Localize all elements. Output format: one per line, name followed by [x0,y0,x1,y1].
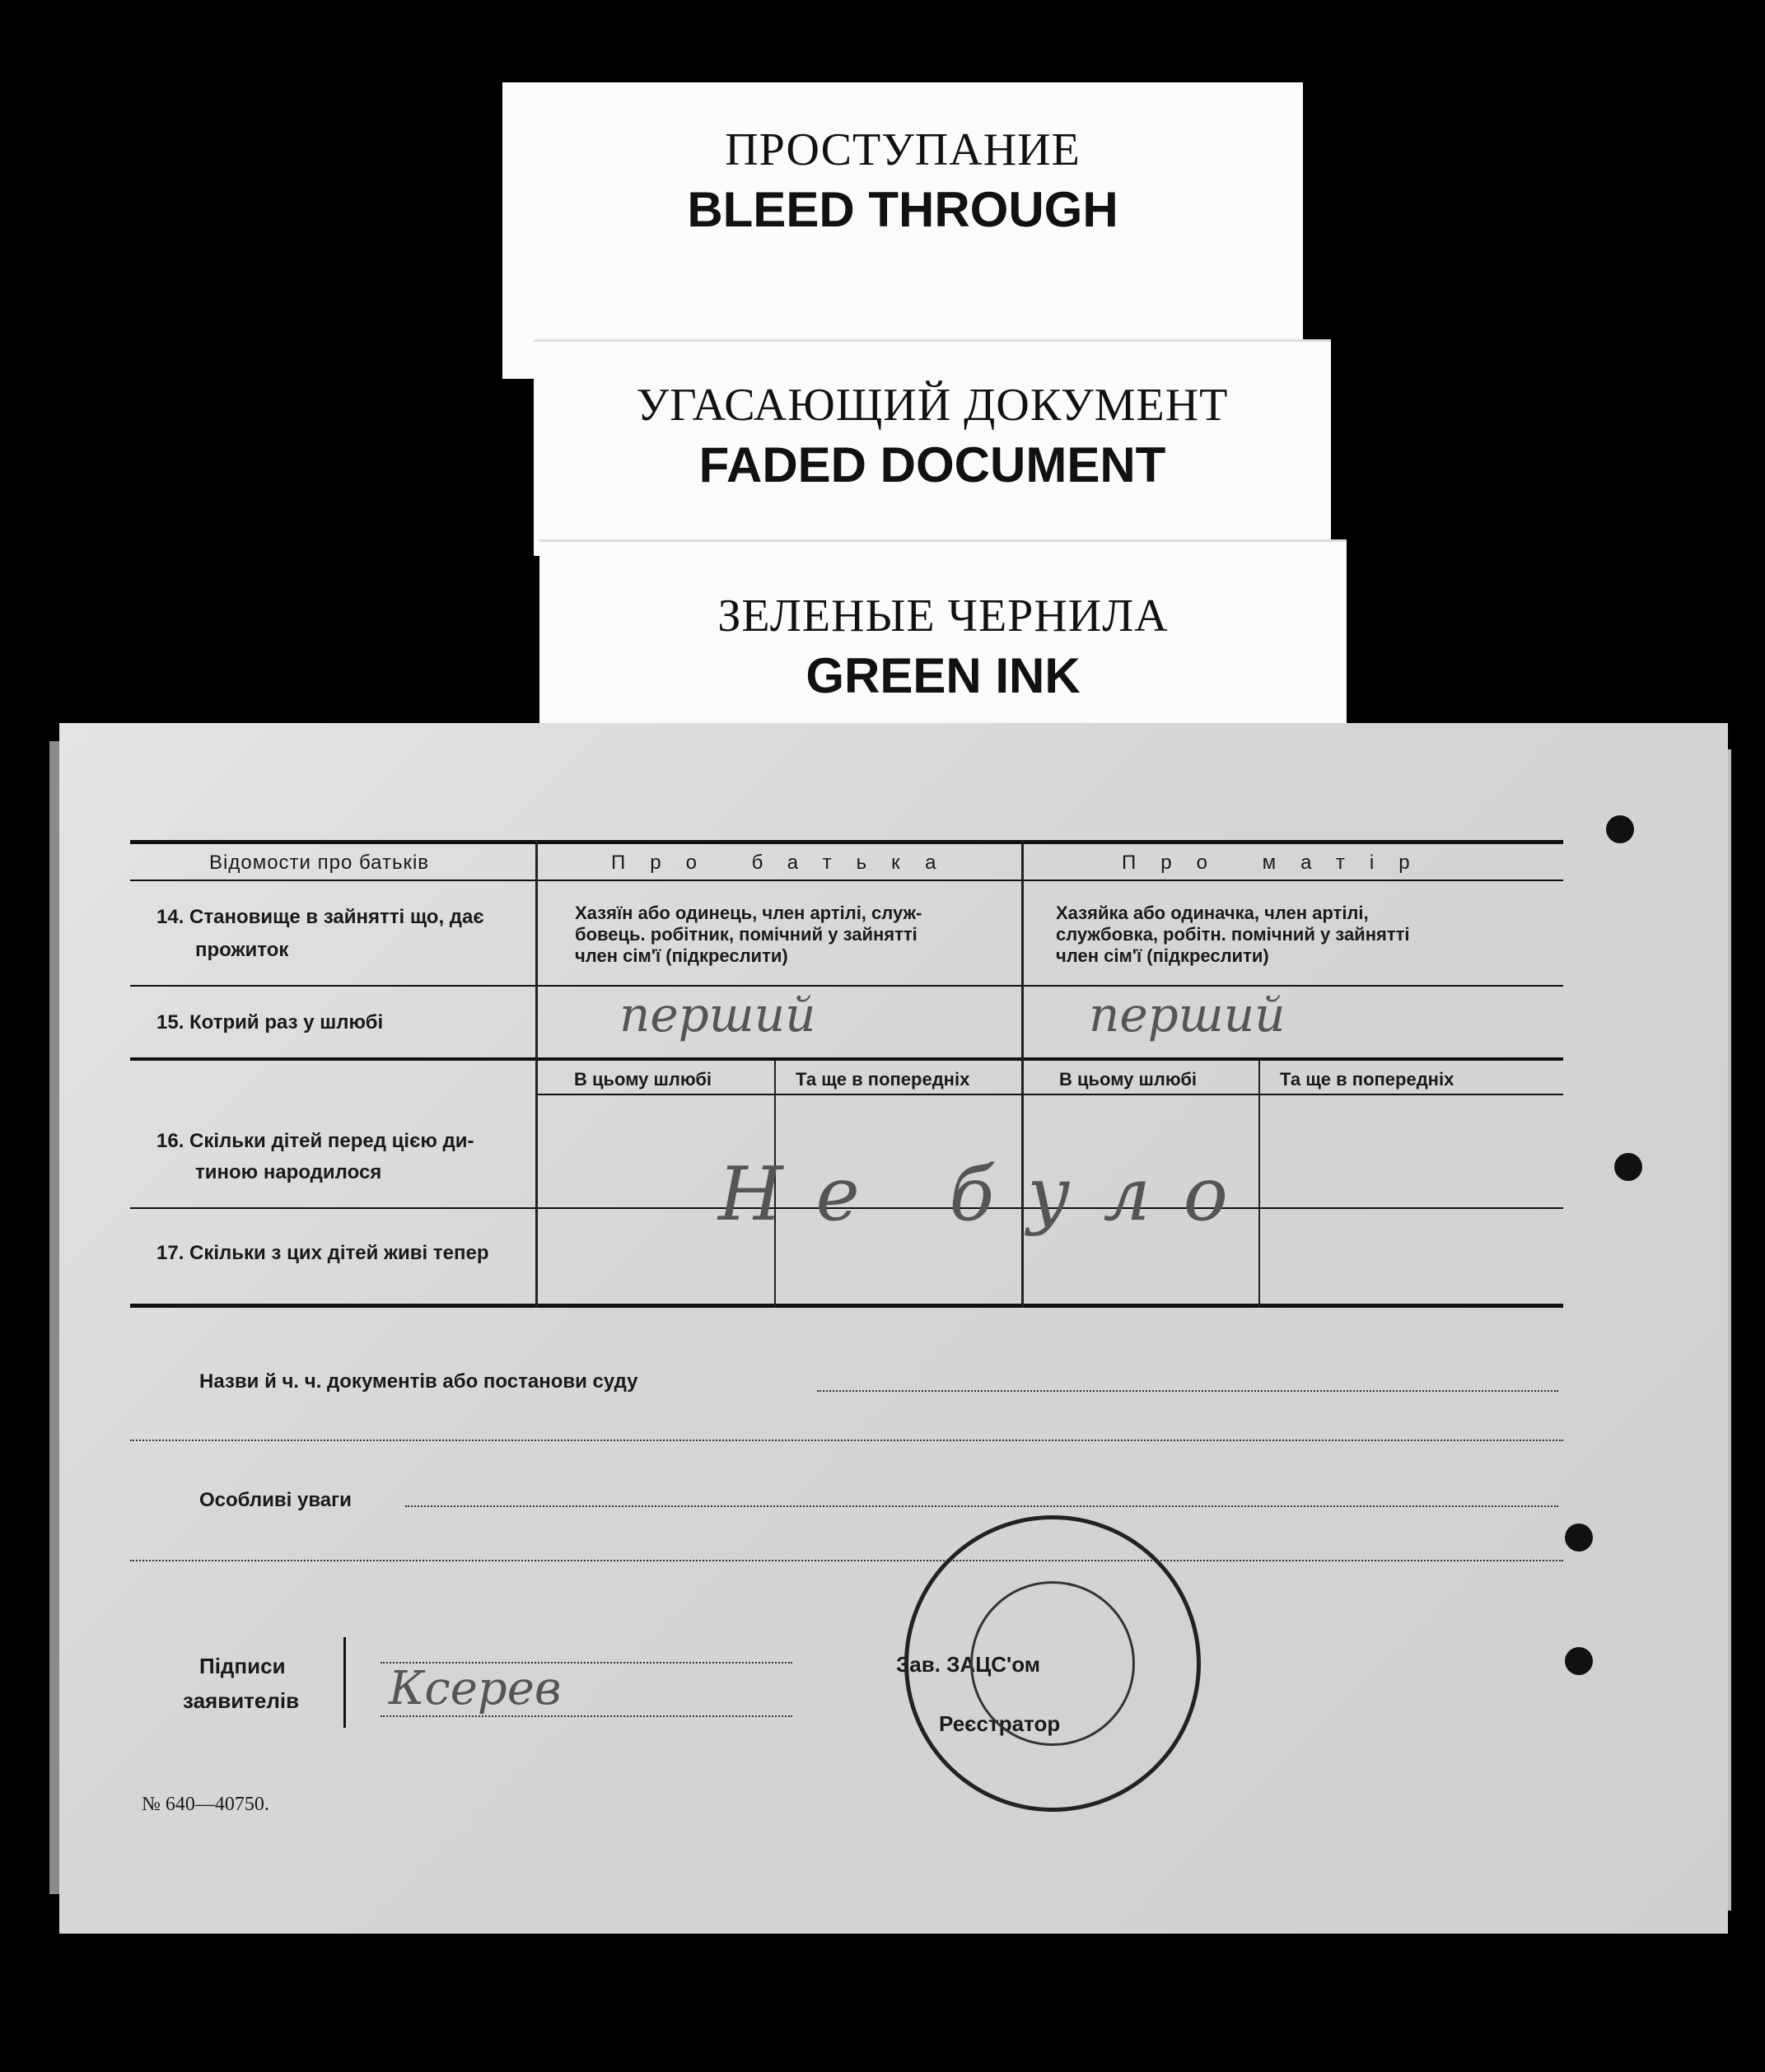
punch-hole [1565,1524,1593,1552]
remarks-line [405,1505,1558,1507]
row14-father-line1: Хазяїн або одинець, член артілі, служ- [575,903,922,923]
remarks-line-2 [130,1560,1563,1561]
signatures-label: Підписи [199,1654,286,1678]
registrar-head-title: Зав. ЗАЦС'ом [896,1652,1040,1677]
subheader-father-previous: Та ще в попередніх [796,1069,970,1090]
signature-brace [343,1637,346,1728]
official-round-stamp [904,1515,1201,1812]
row14-label-2: прожиток [195,939,289,961]
header-father: Про батька [611,852,961,874]
row14-rule [130,985,1563,987]
card-russian-label: ПРОСТУПАНИЕ [725,124,1081,175]
registrar-title: Реєстратор [939,1711,1061,1736]
row15-rule [130,1057,1563,1061]
header-parents-info: Відомости про батьків [209,852,430,874]
subheader-mother-this: В цьому шлюбі [1059,1069,1198,1090]
table-bottom-rule [130,1304,1563,1308]
row14-mother-line2: службовка, робітн. помічний у зайнятті [1056,924,1410,945]
row14-father-line2: бовець. робітник, помічний у зайнятті [575,924,918,945]
card-russian-label: ЗЕЛЕНЫЕ ЧЕРНИЛА [717,590,1169,642]
col-divider-1 [535,840,538,1308]
row14-mother-line1: Хазяйка або одиначка, член артілі, [1056,903,1369,923]
row15-father-handwritten: перший [619,987,816,1043]
label-card-faded-document [534,339,1331,556]
row15-mother-handwritten: перший [1089,987,1286,1043]
row16-handwritten-none: Не було [718,1151,1261,1238]
row17-label: 17. Скільки з цих дітей живі тепер [156,1242,489,1264]
subheader-mother-previous: Та ще в попередніх [1280,1069,1454,1090]
documents-line [817,1390,1558,1392]
row16-label: 16. Скільки дітей перед цією ди- [156,1130,474,1152]
card-english-label: FADED DOCUMENT [698,437,1166,492]
stamp-emblem [970,1581,1135,1746]
subheader-rule [537,1094,1563,1095]
documents-line-2 [130,1440,1563,1441]
card-english-label: GREEN INK [805,648,1081,703]
punch-hole [1565,1647,1593,1675]
row16-label-2: тиною народилося [195,1161,382,1183]
row14-label: 14. Становище в зайнятті що, дає [156,906,484,928]
signature-line-2 [381,1715,792,1717]
card-english-label: BLEED THROUGH [687,182,1118,237]
header-rule [130,880,1563,881]
label-card-bleed-through [502,82,1303,379]
label-card-green-ink [539,539,1347,740]
registry-form-sheet [59,723,1728,1934]
remarks-label: Особливі уваги [199,1489,352,1511]
card-russian-label: УГАСАЮЩИЙ ДОКУМЕНТ [636,380,1229,431]
punch-hole [1614,1153,1642,1181]
row14-mother-line3: член сім'ї (підкреслити) [1056,945,1269,966]
header-mother: Про матір [1122,852,1435,874]
table-top-rule [130,840,1563,844]
punch-hole [1606,815,1634,843]
applicant-signature-handwritten: Ксерев [389,1662,562,1715]
row14-father-line3: член сім'ї (підкреслити) [575,945,788,966]
documents-label: Назви й ч. ч. документів або постанови суду [199,1370,638,1393]
subheader-father-this: В цьому шлюбі [574,1069,712,1090]
row15-label: 15. Котрий раз у шлюбі [156,1011,384,1034]
form-number: № 640—40750. [142,1794,269,1815]
signatures-label-2: заявителів [183,1688,300,1713]
